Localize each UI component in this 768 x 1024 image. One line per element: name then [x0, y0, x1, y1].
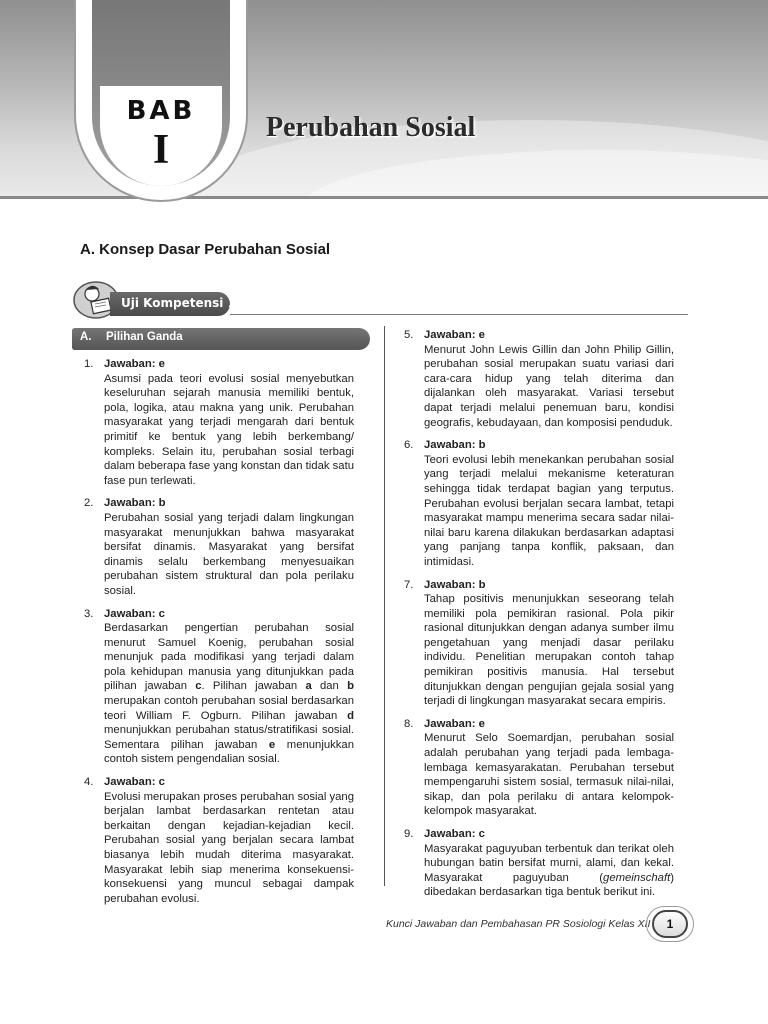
answer-item: [84, 775, 354, 906]
option-letter: e: [268, 738, 276, 751]
uji-kompetensi-label: Uji Kompetensi 1: [121, 296, 236, 310]
answer-explanation: Menurut Selo Soemardjan, perubahan sosial adalah perubahan yang terjadi pada lembaga-lembaga kemasyarakatan. Perubahan tersebut mempengaruhi sistem sosial, termasuk nilai-nilai, sikap, dan pola perilaku di antara kelompok-kelompok masyarakat.: [424, 732, 674, 818]
column-divider: [384, 326, 385, 886]
item-number: 7.: [404, 578, 414, 591]
answer-explanation: Asumsi pada teori evolusi sosial menyebutkan keseluruhan sejarah manusia memiliki bentuk, pola, logika, atau makna yang unik. Perubahan masyarakat yang terjadi mengarah dari bentuk primitif ke bentuk yang lebih berkembang/ kompleks. Selain itu, perubahan sosial terbagi dalam beberapa fase yang konstan dan tidak satu fase pun terlewati.: [104, 372, 354, 487]
answer-explanation: Perubahan sosial yang terjadi dalam lingkungan masyarakat menunjukkan bahwa masyarakat bersifat dinamis. Masyarakat yang bersifat dinamis selalu berkembang menyesuaikan perubahan sistem struktural dan pola perilaku sosial.: [104, 511, 354, 597]
explanation-text: Berdasarkan pengertian perubahan sosial menurut Samuel Koenig, perubahan sosial menunjuk pada modifikasi yang terjadi dalam pola kehidupan manusia yang ditunjukkan pada pilihan jawaban: [104, 622, 354, 693]
answer-key: Jawaban: b: [424, 439, 486, 452]
item-number: 6.: [404, 439, 414, 452]
item-number: 2.: [84, 497, 94, 510]
item-number: 1.: [84, 358, 94, 370]
answer-key: Jawaban: c: [104, 776, 165, 789]
bab-number: I: [152, 127, 170, 173]
italic-term: gemeinschaft: [603, 871, 671, 884]
answer-item: [404, 717, 674, 819]
item-number: 8.: [404, 717, 414, 730]
item-number: 5.: [404, 329, 414, 341]
option-letter: b: [347, 680, 354, 693]
pilihan-ganda-letter: A.: [80, 331, 92, 343]
answer-item: [404, 438, 674, 569]
section-title: A. Konsep Dasar Perubahan Sosial: [80, 241, 331, 258]
explanation-text: merupakan contoh perubahan sosial berdasarkan teori William F. Ogburn. Pilihan jawaban: [104, 695, 354, 722]
footer-book-title: Kunci Jawaban dan Pembahasan PR Sosiologi Kelas XII: [386, 918, 651, 930]
answer-explanation: Teori evolusi lebih menekankan perubahan sosial yang terjadi melalui mekanisme keteraturan sehingga tidak terdapat bagian yang terputus. Perubahan evolusi berjalan secara lambat, tetapi masyarakat mampu menerima secara sadar nilai-nilai baru karena dilakukan berdasarkan adaptasi yang panjang tanpa konflik, paksaan, dan intimidasi.: [424, 453, 674, 568]
pilihan-ganda-label: Pilihan Ganda: [106, 331, 183, 343]
answer-key: Jawaban: e: [424, 329, 485, 341]
answer-key: Jawaban: e: [104, 358, 165, 370]
answer-explanation: Evolusi merupakan proses perubahan sosial yang berjalan lambat berdasarkan rentetan atau berkaitan dengan kejadian-kejadian kecil. Perubahan sosial yang berjalan secara lambat biasanya lebih mudah diterima masyarakat. Masyarakat lebih siap menerima konsekuensi-konsekuensi yang muncul sebagai dampak perubahan evolusi.: [104, 790, 354, 905]
answer-key: Jawaban: b: [104, 497, 166, 510]
item-number: 9.: [404, 828, 414, 840]
chapter-title: Perubahan Sosial: [266, 112, 476, 143]
explanation-text: ) dibedakan berdasarkan tiga bentuk berikut ini.: [424, 871, 674, 899]
answer-key: Jawaban: c: [424, 828, 485, 840]
explanation-text: menunjukkan perubahan status/stratifikasi sosial. Sementara pilihan jawaban: [104, 724, 354, 751]
answer-item: [404, 328, 674, 430]
option-letter: a: [305, 680, 312, 693]
answer-key: Jawaban: e: [424, 717, 485, 730]
answer-key: Jawaban: b: [424, 578, 486, 591]
right-column: [404, 328, 674, 908]
explanation-text: menunjukkan contoh sistem pengendalian sosial.: [104, 738, 354, 766]
answer-item: [84, 357, 354, 488]
answer-key: Jawaban: c: [104, 607, 165, 620]
explanation-text: Masyarakat paguyuban terbentuk dan terikat oleh hubungan batin bersifat murni, alami, dan kekal. Masyarakat paguyuban (: [424, 842, 674, 884]
item-number: 4.: [84, 776, 94, 789]
explanation-text: dan: [311, 680, 348, 693]
explanation-text: . Pilihan jawaban: [201, 680, 306, 693]
page-number: 1: [652, 910, 688, 938]
option-letter: d: [347, 709, 354, 722]
item-number: 3.: [84, 607, 94, 620]
answer-item: [84, 607, 354, 768]
uji-kompetensi-rule: [230, 314, 688, 315]
answer-item: [84, 496, 354, 598]
answer-explanation: Tahap positivis menunjukkan seseorang telah memiliki pola pemikiran rasional. Pola pikir rasional ditunjukkan dengan adanya sumber ilmu pengetahuan yang menjadi dasar perilaku individu. Penelitian merupakan contoh tahap pemikiran positivis manusia. Hal tersebut ditunjukkan dengan pengujian gejala sosial yang terjadi di lingkungan masyarakat secara empiris.: [424, 593, 674, 708]
answer-explanation: Menurut John Lewis Gillin dan John Philip Gillin, perubahan sosial merupakan suatu variasi dari cara-cara hidup yang telah diterima dan dijalankan oleh masyarakat. Variasi tersebut dapat terjadi melalui penemuan baru, kondisi geografis, kebudayaan, dan komposisi penduduk.: [424, 343, 674, 429]
answer-explanation: [104, 621, 354, 767]
header-divider: [0, 196, 768, 199]
left-column: [84, 357, 354, 914]
bab-label: BAB: [126, 96, 196, 126]
answer-explanation: [424, 842, 674, 900]
option-letter: c: [195, 680, 202, 693]
answer-item: [404, 827, 674, 900]
answer-item: [404, 578, 674, 709]
